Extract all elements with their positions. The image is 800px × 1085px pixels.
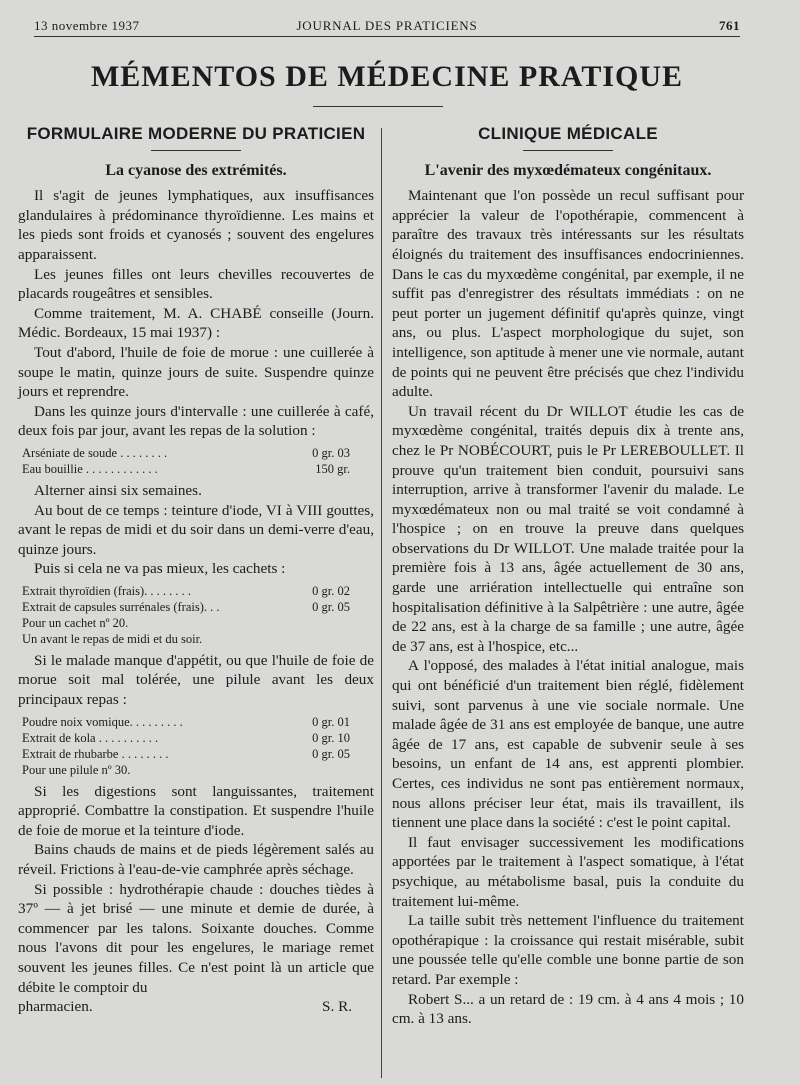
ingredient-dose: 0 gr. 03 — [312, 445, 350, 460]
recipe-note: Un avant le repas de midi et du soir. — [22, 631, 203, 646]
ingredient-name: Poudre noix vomique. . . . . . . . . — [22, 714, 183, 729]
recipe-line — [22, 583, 374, 599]
ingredient-dose: 0 gr. 01 — [312, 714, 350, 729]
recipe-note: Pour une pilule nº 30. — [22, 762, 131, 777]
paragraph: Si le malade manque d'appétit, ou que l'huile de foie de morue soit mal tolérée, une pilule avant les deux principaux repas : — [18, 651, 374, 709]
section-heading-clinique: CLINIQUE MÉDICALE — [478, 124, 658, 143]
paragraph: Si les digestions sont languissantes, traitement approprié. Combattre la constipation. Et suspendre l'huile de foie de morue et la teinture d'iode. — [18, 782, 374, 839]
ingredient-name: Extrait de rhubarbe . . . . . . . . — [22, 746, 169, 761]
right-column — [392, 124, 744, 1029]
paragraph: Il s'agit de jeunes lymphatiques, aux insuffisances glandulaires à prédominance thyroïdienne. Les mains et les pieds sont froids et cyanosés ; souvent des engelures apparaissent. — [18, 187, 374, 263]
main-title: MÉMENTOS DE MÉDECINE PRATIQUE — [90, 60, 684, 93]
issue-date: 13 novembre 1937 — [34, 18, 140, 33]
ingredient-dose: 150 gr. — [315, 461, 350, 476]
paragraph: Bains chauds de mains et de pieds légèrement salés au réveil. Frictions à l'eau-de-vie camphrée après séchage. — [18, 841, 374, 879]
recipe-line — [22, 461, 374, 477]
page-number: 761 — [719, 18, 740, 33]
paragraph: La taille subit très nettement l'influence du traitement opothérapique : la croissance qui restait misérable, subit une poussée telle qu'elle comble une bonne partie de son retard. Par exemple : — [392, 912, 744, 988]
paragraph: Les jeunes filles ont leurs chevilles recouvertes de placards rougeâtres et sensibles. — [18, 265, 374, 303]
recipe-line — [22, 746, 374, 762]
recipe-pilule — [22, 714, 374, 778]
paragraph: Si possible : hydrothérapie chaude : douches tièdes à 37º — à jet brisé — une minute et demie de durée, à commencer par les talons. Soixante douches. Comme nous l'avons dit pour les engelures, le mariage remet souvent les jeunes filles. Ce n'est point là un article que débite le comptoir du — [18, 880, 374, 996]
ingredient-dose: 0 gr. 05 — [312, 746, 350, 761]
recipe-line — [22, 599, 374, 615]
ingredient-name: Extrait de capsules surrénales (frais). . . — [22, 599, 220, 614]
closing-word: pharmacien. — [18, 998, 93, 1016]
article-title-myxoedeme: L'avenir des myxœdémateux congénitaux. — [424, 161, 712, 179]
journal-name: JOURNAL DES PRATICIENS — [296, 18, 478, 33]
paragraph: Dans les quinze jours d'intervalle : une cuillerée à café, deux fois par jour, avant les repas de la solution : — [18, 402, 374, 440]
ingredient-dose: 0 gr. 10 — [312, 730, 350, 745]
title-rule — [313, 106, 443, 107]
author-signature: S. R. — [322, 998, 352, 1016]
recipe-cachets — [22, 583, 374, 647]
ingredient-dose: 0 gr. 02 — [312, 583, 350, 598]
paragraph: Comme traitement, M. A. CHABÉ conseille (Journ. Médic. Bordeaux, 15 mai 1937) : — [18, 304, 374, 342]
paragraph: A l'opposé, des malades à l'état initial analogue, mais qui ont bénéficié d'un traitement bien réglé, fidèlement suivi, sont parvenus à une vie sociale normale. Une malade âgée de 31 ans est employée de banque, une autre âgée de 17 ans, est capable de subvenir seule à ses besoins, un enfant de 14 ans, est apprenti plombier. Certes, ces individus ne sont pas entièrement normaux, nous allons préciser leur état, mais ils travaillent, ils tiennent une place dans la société : c'est le point capital. — [392, 657, 744, 832]
recipe-line — [22, 714, 374, 730]
recipe-line — [22, 445, 374, 461]
signature-line — [18, 997, 374, 1017]
recipe-note: Pour un cachet nº 20. — [22, 615, 129, 630]
running-header — [34, 14, 740, 37]
section-rule — [151, 150, 241, 151]
section-heading-formulaire: FORMULAIRE MODERNE DU PRATICIEN — [26, 124, 366, 143]
ingredient-dose: 0 gr. 05 — [312, 599, 350, 614]
section-rule — [523, 150, 613, 151]
ingredient-name: Extrait thyroïdien (frais). . . . . . . . — [22, 583, 192, 598]
recipe-arseniate — [22, 445, 374, 477]
paragraph: Un travail récent du Dr WILLOT étudie les cas de myxœdème congénital, traités depuis dix à trente ans, chez le Pr NOBÉCOURT, puis le Pr LEREBOULLET. Il prouve qu'un traitement bien conduit, poursuivi sans interruption, arrive à transformer l'avenir du malade. Le myxœdémateux non ou mal traité se voit condamné à l'hospice ; on en trouve la preuve dans quelques observations du Dr WILLOT. Une malade traitée pour la première fois à 13 ans, âgée actuellement de 30 ans, garde une arriération intellectuelle qui entraîne son hospitalisation définitive à la Salpêtrière : une autre, âgée de 22 ans, est à la charge de sa famille ; une autre, âgée de 37 ans, est à l'hospice, etc... — [392, 402, 744, 655]
paragraph: Tout d'abord, l'huile de foie de morue : une cuillerée à soupe le matin, quinze jours de suite. Suspendre quinze jours et reprendre. — [18, 343, 374, 401]
paragraph: Il faut envisager successivement les modifications apportées par le traitement à l'aspect somatique, à l'état psychique, au métabolisme basal, puis la conduite du traitement lui-même. — [392, 833, 744, 910]
paragraph: Maintenant que l'on possède un recul suffisant pour apprécier la valeur de l'opothérapie, commencent à paraître des travaux très intéressants sur les résultats éloignés du traitement des insuffisances endocriniennes. Dans le cas du myxœdème congénital, par exemple, il ne suffit pas d'enregistrer des résultats immédiats : on ne peut porter un jugement définitif qu'après quinze, vingt ans, ou plus. L'aspect morphologique du sujet, son intelligence, son aptitude à mener une vie normale, autant de points qui ne peuvent être précisés que chez l'individu adulte. — [392, 187, 744, 401]
ingredient-name: Extrait de kola . . . . . . . . . . — [22, 730, 159, 745]
paragraph: Alterner ainsi six semaines. — [34, 481, 202, 499]
column-divider — [381, 128, 382, 1078]
paragraph: Au bout de ce temps : teinture d'iode, VI à VIII gouttes, avant le repas de midi et du soir dans un demi-verre d'eau, quinze jours. — [18, 501, 374, 558]
paragraph: Puis si cela ne va pas mieux, les cachets : — [34, 560, 286, 578]
ingredient-name: Arséniate de soude . . . . . . . . — [22, 445, 168, 460]
article-title-cyanose: La cyanose des extrémités. — [105, 161, 287, 179]
left-column — [18, 124, 374, 1017]
ingredient-name: Eau bouillie . . . . . . . . . . . . — [22, 461, 158, 476]
recipe-line — [22, 730, 374, 746]
paragraph: Robert S... a un retard de : 19 cm. à 4 ans 4 mois ; 10 cm. à 13 ans. — [392, 990, 744, 1028]
